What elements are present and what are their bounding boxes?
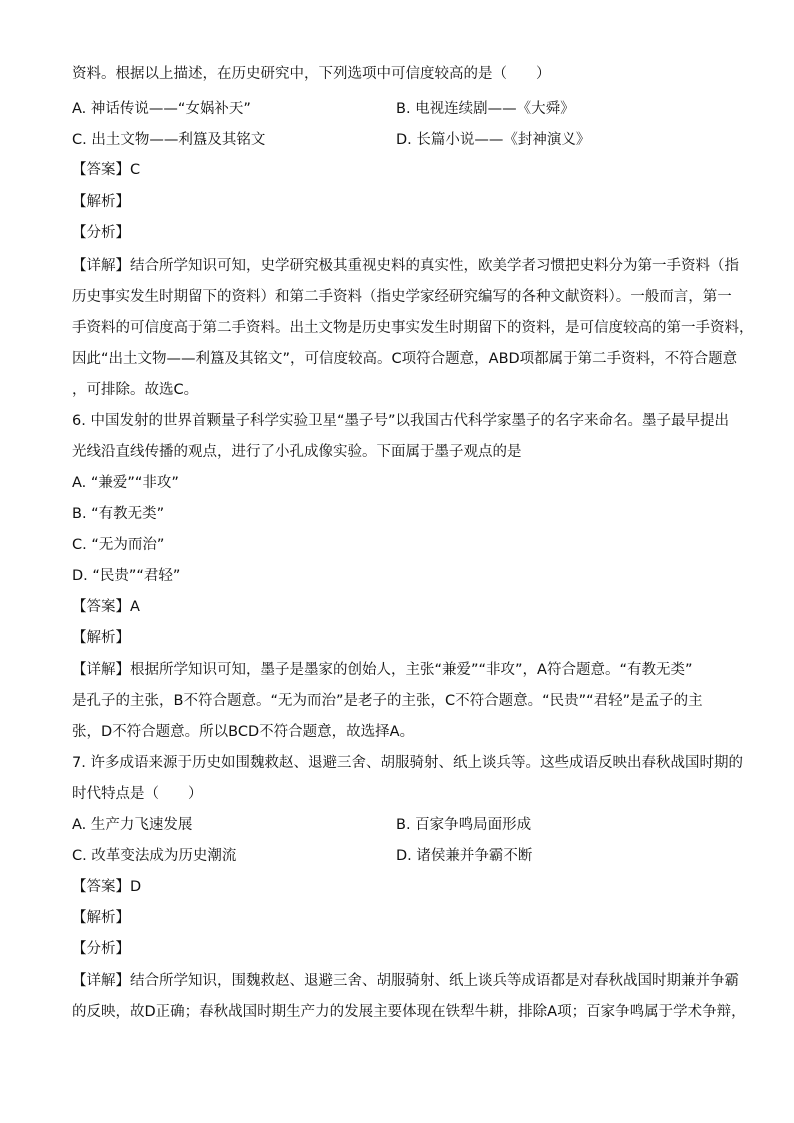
q5-option-a: A. 神话传说——“女娲补天” bbox=[72, 101, 251, 117]
q5-fenxi-heading: 【分析】 bbox=[72, 225, 130, 241]
q5-detail-line: ，可排除。故选C。 bbox=[72, 382, 199, 398]
q6-option-b: B. “有教无类” bbox=[72, 506, 165, 522]
q5-detail-line: 【详解】结合所学知识可知，史学研究极其重视史料的真实性，欧美学者习惯把史料分为第一手资料（指 bbox=[72, 258, 739, 274]
q7-option-a: A. 生产力飞速发展 bbox=[72, 817, 193, 833]
q5-option-c: C. 出土文物——利簋及其铭文 bbox=[72, 132, 266, 148]
q5-analysis-heading: 【解析】 bbox=[72, 194, 130, 210]
q6-detail-line: 【详解】根据所学知识可知，墨子是墨家的创始人，主张“兼爱”“非攻”，A符合题意。“有教无类” bbox=[72, 662, 693, 678]
q5-answer: 【答案】C bbox=[72, 162, 141, 178]
q5-stem: 资料。根据以上描述，在历史研究中，下列选项中可信度较高的是（ ） bbox=[72, 66, 551, 82]
q7-stem-line: 时代特点是（ ） bbox=[72, 786, 203, 802]
q6-option-d: D. “民贵”“君轻” bbox=[72, 568, 181, 584]
q6-option-c: C. “无为而治” bbox=[72, 537, 165, 553]
q6-answer: 【答案】A bbox=[72, 599, 140, 615]
q7-analysis-heading: 【解析】 bbox=[72, 910, 130, 926]
q7-option-c: C. 改革变法成为历史潮流 bbox=[72, 848, 237, 864]
q7-stem-line: 7. 许多成语来源于历史如围魏救赵、退避三舍、胡服骑射、纸上谈兵等。这些成语反映出春秋战国时期的 bbox=[72, 755, 743, 771]
q7-answer: 【答案】D bbox=[72, 879, 142, 895]
q5-detail-line: 手资料的可信度高于第二手资料。出土文物是历史事实发生时期留下的资料，是可信度较高的第一手资料， bbox=[72, 320, 754, 336]
q6-detail-line: 是孔子的主张，B不符合题意。“无为而治”是老子的主张，C不符合题意。“民贵”“君轻”是孟子的主 bbox=[72, 693, 703, 709]
q5-option-b: B. 电视连续剧——《大舜》 bbox=[396, 101, 575, 117]
q6-stem-line: 光线沿直线传播的观点，进行了小孔成像实验。下面属于墨子观点的是 bbox=[72, 444, 522, 460]
q6-option-a: A. “兼爱”“非攻” bbox=[72, 475, 179, 491]
q7-detail-line: 的反映，故D正确；春秋战国时期生产力的发展主要体现在铁犁牛耕，排除A项；百家争鸣属于学术争辩， bbox=[72, 1004, 746, 1020]
q5-detail-line: 因此“出土文物——利簋及其铭文”，可信度较高。C项符合题意，ABD项都属于第二手资料，不符合题意 bbox=[72, 351, 738, 367]
q6-analysis-heading: 【解析】 bbox=[72, 630, 130, 646]
q5-option-d: D. 长篇小说——《封神演义》 bbox=[396, 132, 591, 148]
q5-detail-line: 历史事实发生时期留下的资料）和第二手资料（指史学家经研究编写的各种文献资料）。一般而言，第一 bbox=[72, 289, 732, 305]
q7-detail-line: 【详解】结合所学知识，围魏救赵、退避三舍、胡服骑射、纸上谈兵等成语都是对春秋战国时期兼并争霸 bbox=[72, 973, 739, 989]
q7-option-d: D. 诸侯兼并争霸不断 bbox=[396, 848, 533, 864]
q6-stem-line: 6. 中国发射的世界首颗量子科学实验卫星“墨子号”以我国古代科学家墨子的名字来命名。墨子最早提出 bbox=[72, 413, 729, 429]
q6-detail-line: 张，D不符合题意。所以BCD不符合题意，故选择A。 bbox=[72, 724, 415, 740]
q7-option-b: B. 百家争鸣局面形成 bbox=[396, 817, 532, 833]
q7-fenxi-heading: 【分析】 bbox=[72, 941, 130, 957]
